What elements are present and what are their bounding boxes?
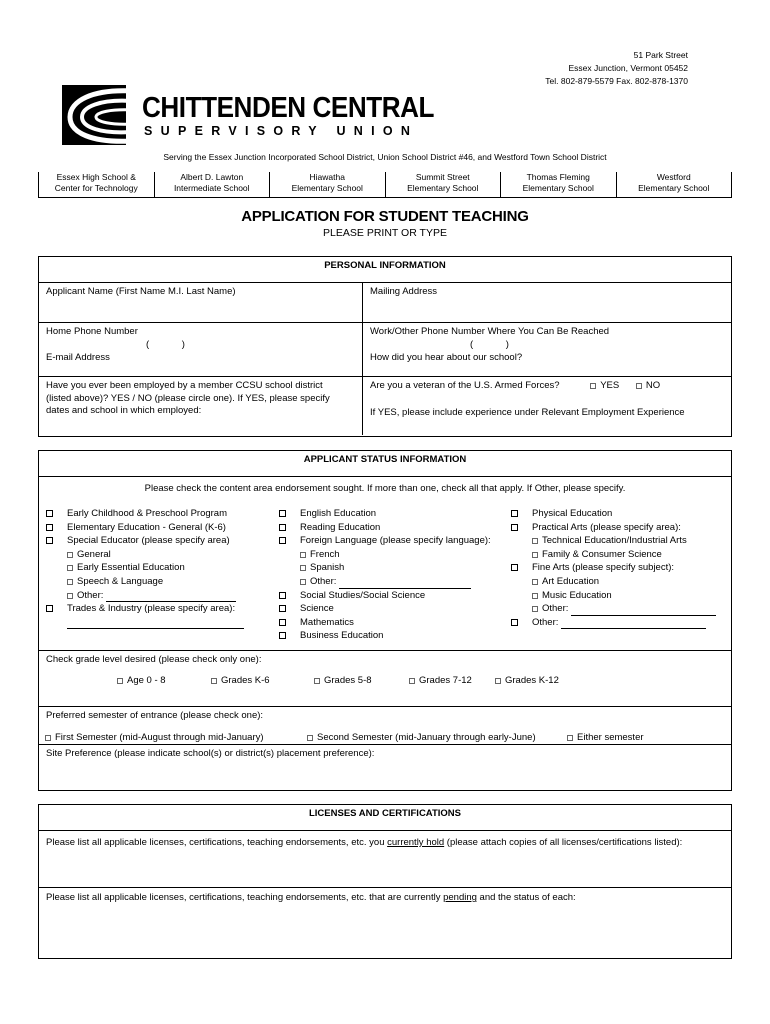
school-line: Center for Technology bbox=[54, 183, 138, 193]
specify-line[interactable] bbox=[339, 578, 471, 589]
option-label: Speech & Language bbox=[77, 575, 164, 587]
veteran-no-option[interactable] bbox=[636, 380, 660, 391]
option-label: Age 0 - 8 bbox=[127, 675, 166, 686]
checkbox-icon[interactable] bbox=[46, 524, 53, 531]
endorsement-option[interactable] bbox=[511, 561, 731, 575]
endorsement-option[interactable] bbox=[511, 534, 731, 548]
pending-licenses-field[interactable] bbox=[39, 888, 731, 956]
applicant-status-section bbox=[38, 450, 732, 791]
endorsement-option[interactable] bbox=[46, 507, 279, 521]
checkbox-icon[interactable] bbox=[279, 537, 286, 544]
checkbox-icon[interactable] bbox=[279, 619, 286, 626]
endorsement-option[interactable] bbox=[46, 602, 279, 616]
address-phone: Tel. 802-879-5579 Fax. 802-878-1370 bbox=[545, 76, 688, 86]
page-subtitle: PLEASE PRINT OR TYPE bbox=[323, 227, 447, 239]
grade-option[interactable] bbox=[495, 675, 559, 686]
endorsement-option[interactable] bbox=[279, 521, 511, 535]
email-field[interactable] bbox=[39, 349, 363, 376]
endorsement-option[interactable] bbox=[46, 561, 279, 575]
area-code-parens: ( ) bbox=[146, 338, 185, 350]
endorsement-option[interactable] bbox=[279, 575, 511, 589]
checkbox-icon[interactable] bbox=[279, 592, 286, 599]
field-label: (please attach copies of all licenses/certifications listed): bbox=[444, 837, 683, 848]
option-label: YES bbox=[600, 380, 620, 391]
option-label: Technical Education/Industrial Arts bbox=[542, 535, 687, 547]
checkbox-icon[interactable] bbox=[511, 524, 518, 531]
grade-prompt: Check grade level desired (please check only one): bbox=[46, 654, 262, 665]
grade-option[interactable] bbox=[314, 675, 372, 686]
section-header: PERSONAL INFORMATION bbox=[39, 257, 731, 283]
checkbox-icon[interactable] bbox=[300, 552, 306, 558]
mailing-address-field[interactable] bbox=[363, 283, 731, 322]
field-label: Applicant Name (First Name M.I. Last Name) bbox=[46, 286, 236, 297]
school-entry bbox=[38, 172, 154, 197]
school-list bbox=[38, 172, 732, 198]
endorsement-column-1 bbox=[39, 507, 279, 650]
checkbox-icon bbox=[117, 678, 123, 684]
option-label: Grades 5-8 bbox=[324, 675, 372, 686]
school-entry bbox=[616, 172, 733, 197]
school-entry bbox=[154, 172, 270, 197]
option-label: Other: bbox=[310, 575, 337, 587]
district-address bbox=[545, 49, 688, 88]
option-label: Mathematics bbox=[300, 616, 354, 628]
endorsement-option[interactable] bbox=[46, 548, 279, 562]
school-line: Westford bbox=[656, 172, 691, 182]
option-label: Reading Education bbox=[300, 521, 381, 533]
option-label: Spanish bbox=[310, 562, 345, 574]
checkbox-icon[interactable] bbox=[46, 605, 53, 612]
school-line: Intermediate School bbox=[173, 183, 250, 193]
grade-option[interactable] bbox=[211, 675, 270, 686]
home-phone-field[interactable] bbox=[39, 323, 363, 349]
section-header: APPLICANT STATUS INFORMATION bbox=[39, 451, 731, 477]
option-label: Practical Arts (please specify area): bbox=[532, 521, 681, 533]
prior-employment-field[interactable] bbox=[39, 377, 363, 435]
option-label: Family & Consumer Science bbox=[542, 548, 662, 560]
field-label: and the status of each: bbox=[476, 892, 576, 903]
endorsement-option[interactable] bbox=[279, 616, 511, 630]
field-label: Work/Other Phone Number Where You Can Be Reached bbox=[370, 326, 610, 337]
checkbox-icon bbox=[636, 383, 642, 389]
endorsement-option[interactable] bbox=[46, 521, 279, 535]
checkbox-icon[interactable] bbox=[279, 632, 286, 639]
endorsement-option[interactable] bbox=[46, 534, 279, 548]
option-label: Second Semester (mid-January through early-June) bbox=[317, 732, 536, 743]
school-entry bbox=[385, 172, 501, 197]
school-line: Essex High School & bbox=[56, 172, 136, 182]
checkbox-icon[interactable] bbox=[279, 524, 286, 531]
school-line: Thomas Fleming bbox=[526, 172, 590, 182]
checkbox-icon bbox=[45, 735, 51, 741]
option-label: Elementary Education - General (K-6) bbox=[67, 521, 226, 533]
school-entry bbox=[500, 172, 616, 197]
option-label: Either semester bbox=[577, 732, 644, 743]
field-label-emphasis: pending bbox=[443, 892, 477, 903]
school-line: Albert D. Lawton bbox=[180, 172, 244, 182]
checkbox-icon[interactable] bbox=[532, 538, 538, 544]
option-label: Special Educator (please specify area) bbox=[67, 535, 230, 547]
veteran-yes-option[interactable] bbox=[590, 380, 619, 391]
checkbox-icon[interactable] bbox=[532, 593, 538, 599]
checkbox-icon[interactable] bbox=[532, 552, 538, 558]
specify-line[interactable] bbox=[67, 618, 244, 629]
email-row bbox=[39, 349, 731, 377]
option-label: English Education bbox=[300, 508, 377, 519]
checkbox-icon[interactable] bbox=[511, 510, 518, 517]
school-line: Elementary School bbox=[522, 183, 594, 193]
endorsement-option[interactable] bbox=[279, 548, 511, 562]
semester-prompt: Preferred semester of entrance (please check one): bbox=[46, 710, 264, 721]
field-label: Please list all applicable licenses, certifications, teaching endorsements, etc. that are currently bbox=[46, 892, 444, 903]
checkbox-icon[interactable] bbox=[511, 564, 518, 571]
grade-level-block bbox=[39, 651, 731, 707]
logo-subtitle: SUPERVISORY UNION bbox=[144, 124, 419, 138]
checkbox-icon bbox=[567, 735, 573, 741]
hear-about-field[interactable] bbox=[363, 349, 731, 376]
field-label: Site Preference (please indicate school(s) or district(s) placement preference): bbox=[46, 748, 375, 759]
checkbox-icon bbox=[495, 678, 501, 684]
current-licenses-field[interactable] bbox=[39, 831, 731, 888]
school-entry bbox=[269, 172, 385, 197]
checkbox-icon[interactable] bbox=[279, 605, 286, 612]
checkbox-icon[interactable] bbox=[532, 606, 538, 612]
option-label: Foreign Language (please specify language): bbox=[300, 535, 491, 547]
checkbox-icon[interactable] bbox=[67, 565, 73, 571]
serving-line: Serving the Essex Junction Incorporated School District, Union School District #46, and Westford Town School District bbox=[163, 152, 607, 162]
field-label: Have you ever been employed by a member CCSU school district (listed above)? YES / NO (please circle one). If YES, please specify dates and school in which employed: bbox=[46, 380, 330, 416]
endorsement-option[interactable] bbox=[511, 575, 731, 589]
checkbox-icon[interactable] bbox=[46, 510, 53, 517]
option-label: Trades & Industry (please specify area): bbox=[67, 603, 236, 615]
field-label: E-mail Address bbox=[46, 352, 110, 363]
page-title: APPLICATION FOR STUDENT TEACHING bbox=[241, 208, 529, 225]
school-line: Elementary School bbox=[291, 183, 363, 193]
applicant-name-field[interactable] bbox=[39, 283, 363, 322]
field-label: Mailing Address bbox=[370, 286, 438, 297]
specify-line[interactable] bbox=[561, 618, 706, 629]
checkbox-icon[interactable] bbox=[67, 552, 73, 558]
option-label: Science bbox=[300, 603, 334, 615]
endorsement-option[interactable] bbox=[46, 589, 279, 603]
option-label: Other: bbox=[532, 616, 559, 628]
endorsement-option[interactable] bbox=[279, 602, 511, 616]
endorsement-option[interactable] bbox=[511, 507, 731, 521]
endorsement-option[interactable] bbox=[511, 521, 731, 535]
endorsement-option[interactable] bbox=[279, 589, 511, 603]
option-label: First Semester (mid-August through mid-January) bbox=[55, 732, 264, 743]
work-phone-field[interactable] bbox=[363, 323, 731, 349]
checkbox-icon bbox=[307, 735, 313, 741]
school-line: Hiawatha bbox=[309, 172, 345, 182]
veteran-question: Are you a veteran of the U.S. Armed Forces? bbox=[370, 380, 560, 391]
checkbox-icon[interactable] bbox=[300, 565, 306, 571]
option-label: Physical Education bbox=[532, 508, 613, 519]
option-label: Early Childhood & Preschool Program bbox=[67, 508, 227, 519]
logo-swoosh-icon bbox=[62, 85, 126, 145]
status-instructions: Please check the content area endorsement sought. If more than one, check all that apply. If Other, please specify. bbox=[144, 483, 626, 494]
option-label: Early Essential Education bbox=[77, 562, 185, 574]
semester-option[interactable] bbox=[45, 732, 264, 743]
field-label: How did you hear about our school? bbox=[370, 352, 523, 363]
address-street: 51 Park Street bbox=[633, 50, 688, 60]
option-label: Grades 7-12 bbox=[419, 675, 472, 686]
option-label: Grades K-6 bbox=[221, 675, 270, 686]
option-label: Other: bbox=[77, 589, 104, 601]
semester-block bbox=[39, 707, 731, 745]
employment-row bbox=[39, 377, 731, 435]
school-line: Elementary School bbox=[407, 183, 479, 193]
checkbox-icon bbox=[590, 383, 596, 389]
semester-option[interactable] bbox=[307, 732, 536, 743]
endorsement-option[interactable] bbox=[511, 548, 731, 562]
section-header: LICENSES AND CERTIFICATIONS bbox=[39, 805, 731, 831]
checkbox-icon[interactable] bbox=[300, 579, 306, 585]
checkbox-icon[interactable] bbox=[511, 619, 518, 626]
option-label: Grades K-12 bbox=[505, 675, 559, 686]
ccsu-logo bbox=[62, 85, 435, 145]
option-label: French bbox=[310, 548, 340, 560]
endorsement-option[interactable] bbox=[46, 616, 279, 630]
option-label: Business Education bbox=[300, 630, 384, 642]
checkbox-icon[interactable] bbox=[279, 510, 286, 517]
checkbox-icon bbox=[211, 678, 217, 684]
endorsement-option[interactable] bbox=[279, 534, 511, 548]
checkbox-icon[interactable] bbox=[46, 537, 53, 544]
field-label-emphasis: currently hold bbox=[387, 837, 445, 848]
field-label: Please list all applicable licenses, certifications, teaching endorsements, etc. you bbox=[46, 837, 388, 848]
option-label: NO bbox=[645, 380, 661, 391]
endorsement-option[interactable] bbox=[279, 629, 511, 643]
endorsement-option[interactable] bbox=[511, 602, 731, 616]
phone-row bbox=[39, 323, 731, 349]
site-preference-field[interactable] bbox=[39, 745, 731, 787]
specify-line[interactable] bbox=[106, 591, 236, 602]
option-label: Other: bbox=[542, 603, 569, 615]
option-label: Art Education bbox=[542, 575, 600, 587]
endorsement-column-3 bbox=[511, 507, 731, 650]
grade-option[interactable] bbox=[117, 675, 166, 686]
checkbox-icon bbox=[314, 678, 320, 684]
endorsement-option[interactable] bbox=[279, 561, 511, 575]
endorsement-column-2 bbox=[279, 507, 511, 650]
checkbox-icon[interactable] bbox=[532, 579, 538, 585]
option-label: Social Studies/Social Science bbox=[300, 589, 426, 601]
checkbox-icon[interactable] bbox=[67, 593, 73, 599]
name-row bbox=[39, 283, 731, 323]
veteran-field bbox=[363, 377, 731, 435]
area-code-parens: ( ) bbox=[470, 338, 509, 350]
field-label: Home Phone Number bbox=[46, 326, 138, 337]
endorsement-option[interactable] bbox=[279, 507, 511, 521]
veteran-note: If YES, please include experience under Relevant Employment Experience bbox=[370, 407, 685, 418]
endorsement-columns bbox=[39, 504, 731, 651]
address-city: Essex Junction, Vermont 05452 bbox=[568, 63, 688, 73]
school-line: Summit Street bbox=[415, 172, 470, 182]
checkbox-icon bbox=[409, 678, 415, 684]
endorsement-option[interactable] bbox=[511, 589, 731, 603]
personal-information-section bbox=[38, 256, 732, 437]
endorsement-option[interactable] bbox=[511, 616, 731, 630]
specify-line[interactable] bbox=[571, 605, 716, 616]
option-label: Music Education bbox=[542, 589, 612, 601]
option-label: Fine Arts (please specify subject): bbox=[532, 562, 675, 574]
checkbox-icon[interactable] bbox=[67, 579, 73, 585]
logo-name: CHITTENDEN CENTRAL bbox=[142, 92, 435, 124]
licenses-section bbox=[38, 804, 732, 959]
semester-option[interactable] bbox=[567, 732, 644, 743]
grade-option[interactable] bbox=[409, 675, 472, 686]
school-line: Elementary School bbox=[638, 183, 710, 193]
option-label: General bbox=[77, 548, 111, 560]
endorsement-option[interactable] bbox=[46, 575, 279, 589]
